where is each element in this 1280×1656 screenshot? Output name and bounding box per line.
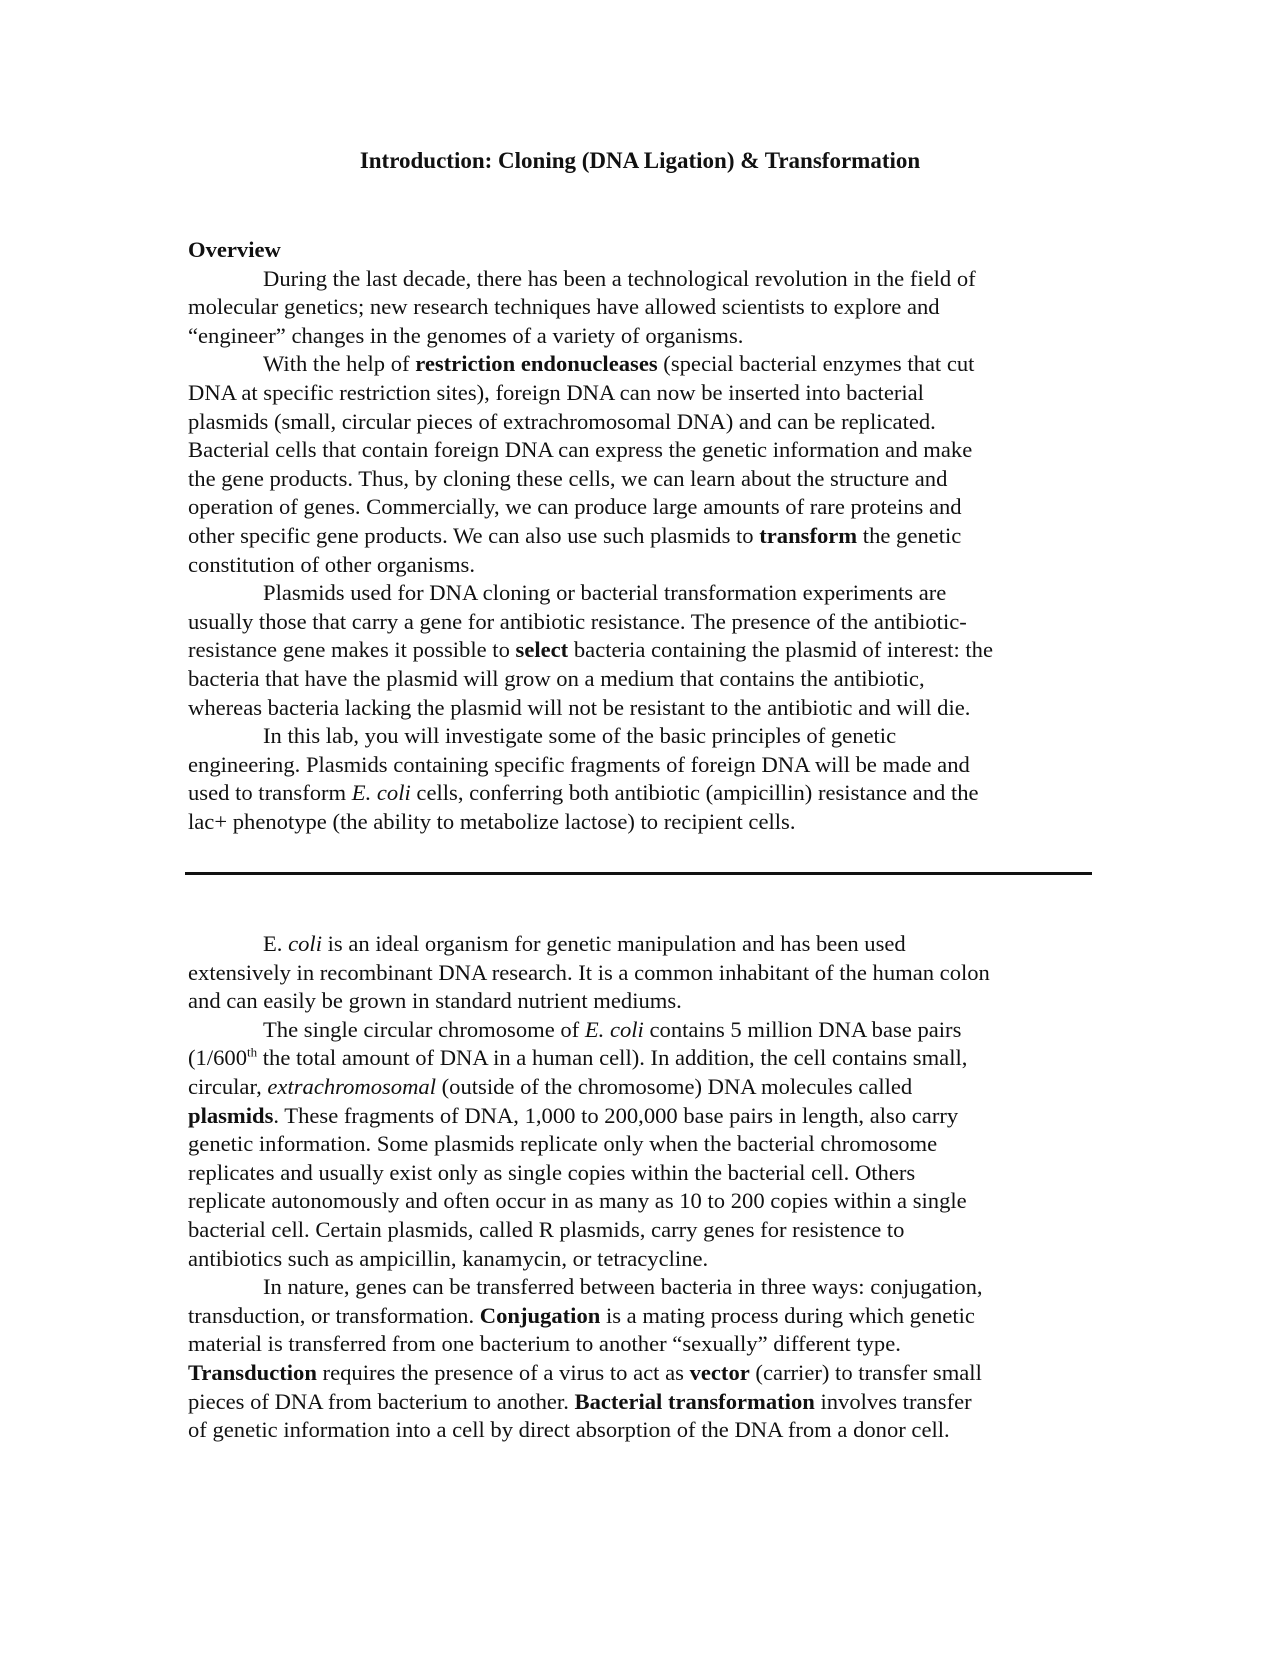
paragraph-chromosome [188,1016,1093,1273]
text-line: circular, extrachromosomal (outside of the chromosome) DNA molecules called [188,1073,913,1099]
term-e-coli: E. coli [351,780,411,806]
text-line: extensively in recombinant DNA research. It is a common inhabitant of the human colon [188,959,990,985]
paragraph-restriction [188,350,1093,579]
paragraph-gene-transfer [188,1273,1093,1445]
text-line: replicates and usually exist only as single copies within the bacterial cell. Others [188,1159,916,1185]
text-line: replicate autonomously and often occur in as many as 10 to 200 copies within a single [188,1188,967,1214]
text-line: Bacterial cells that contain foreign DNA can express the genetic information and make [188,437,973,463]
paragraph-intro [188,265,1093,351]
text-line: Plasmids used for DNA cloning or bacterial transformation experiments are [263,580,947,606]
text-line: operation of genes. Commercially, we can produce large amounts of rare proteins and [188,494,962,520]
ecoli-section [188,930,1093,1445]
text-line: “engineer” changes in the genomes of a variety of organisms. [188,322,744,348]
text-line: resistance gene makes it possible to select bacteria containing the plasmid of interest: the [188,637,993,663]
text-line: In this lab, you will investigate some of the basic principles of genetic [263,723,897,749]
term-bacterial-transformation: Bacterial transformation [574,1388,815,1414]
text-line: plasmids (small, circular pieces of extrachromosomal DNA) and can be replicated. [188,408,936,434]
text-line: used to transform E. coli cells, conferring both antibiotic (ampicillin) resistance and the [188,780,979,806]
text-line: In nature, genes can be transferred between bacteria in three ways: conjugation, [263,1274,983,1300]
term-transduction: Transduction [188,1359,317,1385]
text-line: DNA at specific restriction sites), foreign DNA can now be inserted into bacterial [188,379,924,405]
text-line: usually those that carry a gene for antibiotic resistance. The presence of the antibiotic- [188,608,967,634]
text-line: material is transferred from one bacterium to another “sexually” different type. [188,1331,901,1357]
term-coli: coli [288,931,322,956]
overview-section [188,236,1093,836]
text-line: antibiotics such as ampicillin, kanamycin, or tetracycline. [188,1245,709,1271]
text-line: whereas bacteria lacking the plasmid will not be resistant to the antibiotic and will die. [188,694,971,720]
overview-heading: Overview [188,237,281,262]
paragraph-plasmids [188,579,1093,722]
text-line: genetic information. Some plasmids replicate only when the bacterial chromosome [188,1131,938,1157]
section-divider [185,872,1092,875]
text-line: (1/600th the total amount of DNA in a human cell). In addition, the cell contains small, [188,1044,968,1071]
text-line: transduction, or transformation. Conjugation is a mating process during which genetic [188,1302,975,1328]
term-transform: transform [759,522,858,548]
text-line: and can easily be grown in standard nutrient mediums. [188,988,682,1014]
text-line: the gene products. Thus, by cloning these cells, we can learn about the structure and [188,465,948,491]
text-line: bacteria that have the plasmid will grow on a medium that contains the antibiotic, [188,665,925,691]
text-line: molecular genetics; new research techniques have allowed scientists to explore and [188,294,940,320]
text-line: constitution of other organisms. [188,551,476,577]
page-title: Introduction: Cloning (DNA Ligation) & Transformation [359,148,921,173]
term-conjugation: Conjugation [479,1302,601,1328]
text-line: E. coli is an ideal organism for genetic manipulation and has been used [263,931,906,956]
term-restriction-endonucleases: restriction endonucleases [415,351,658,377]
text-line: pieces of DNA from bacterium to another. Bacterial transformation involves transfer [188,1388,972,1414]
paragraph-lab [188,722,1093,836]
term-e-coli: E. coli [584,1016,644,1042]
text-line: lac+ phenotype (the ability to metabolize lactose) to recipient cells. [188,808,796,834]
term-extrachromosomal: extrachromosomal [267,1073,436,1099]
term-plasmids: plasmids [188,1102,274,1128]
term-vector: vector [689,1359,750,1385]
text-line: During the last decade, there has been a technological revolution in the field of [263,265,976,291]
text-line: bacterial cell. Certain plasmids, called R plasmids, carry genes for resistence to [188,1216,905,1242]
text-line: Transduction requires the presence of a virus to act as vector (carrier) to transfer small [188,1359,982,1385]
text-line: of genetic information into a cell by direct absorption of the DNA from a donor cell. [188,1417,950,1443]
text-line: engineering. Plasmids containing specific fragments of foreign DNA will be made and [188,751,970,777]
term-select: select [515,637,569,663]
paragraph-ecoli [188,930,1093,1016]
text-line: With the help of restriction endonucleases (special bacterial enzymes that cut [263,351,975,377]
text-line: The single circular chromosome of E. coli contains 5 million DNA base pairs [263,1016,962,1042]
text-line: plasmids. These fragments of DNA, 1,000 to 200,000 base pairs in length, also carry [188,1102,959,1128]
text-line: other specific gene products. We can also use such plasmids to transform the genetic [188,522,962,548]
